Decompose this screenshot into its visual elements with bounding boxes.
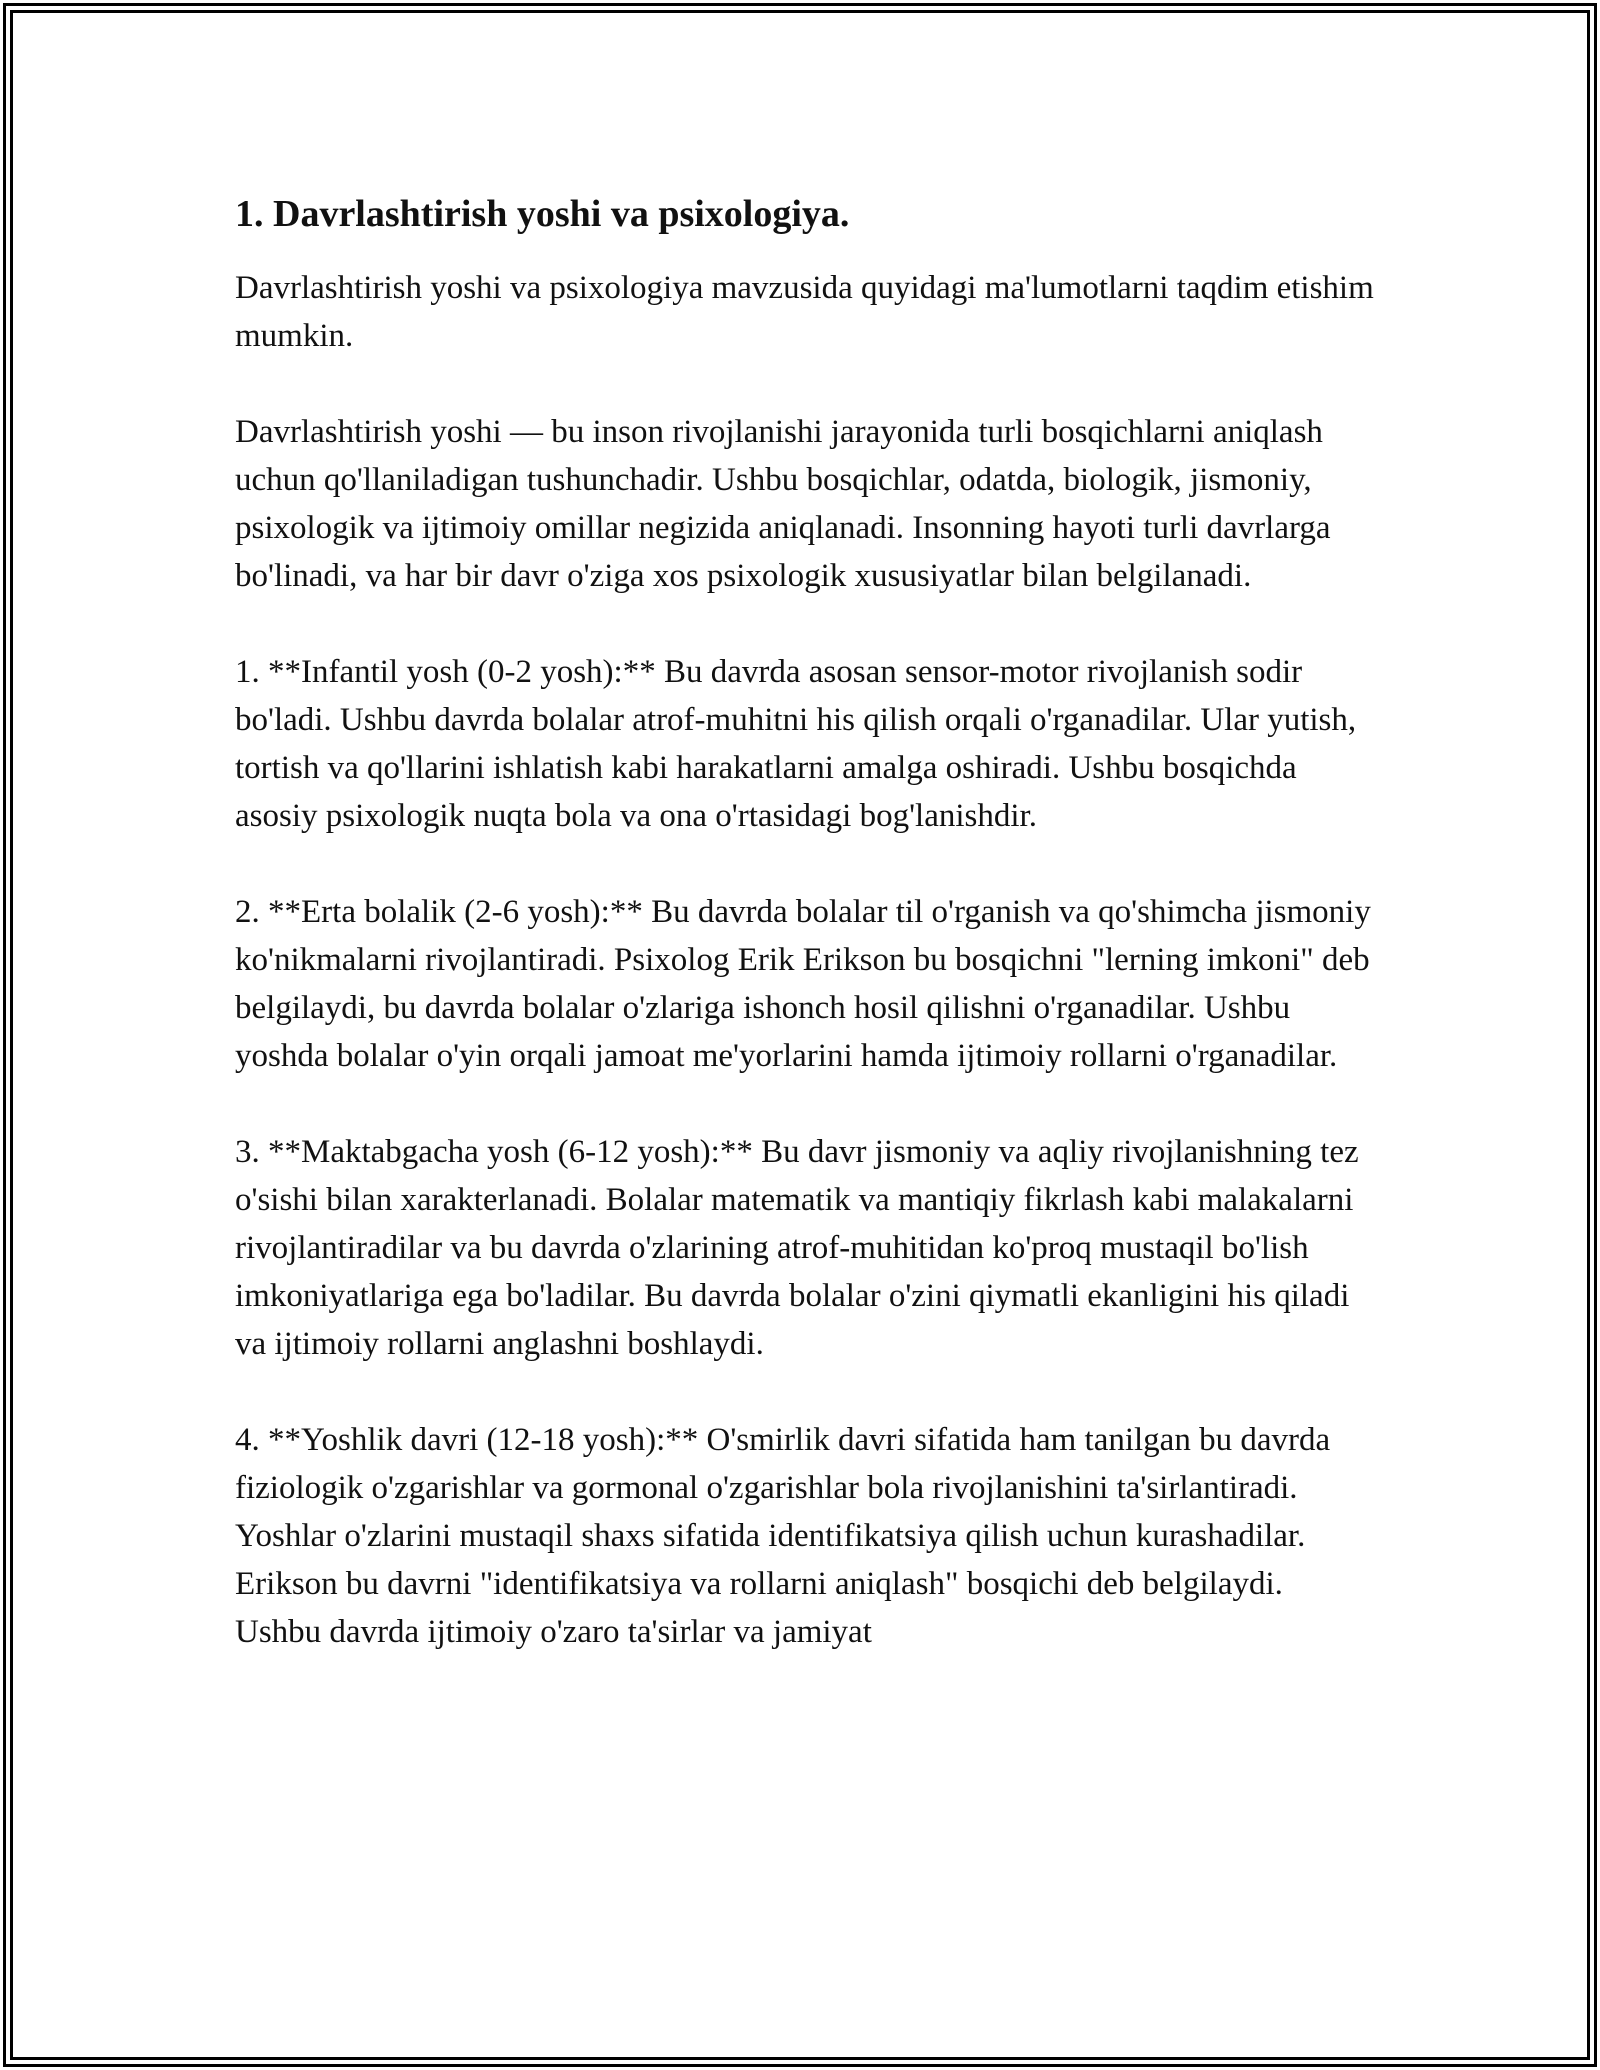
stage-youth-paragraph: 4. **Yoshlik davri (12-18 yosh):** O'smirlik davri sifatida ham tanilgan bu davrda fiziologik o'zgarishlar va gormonal o'zgarishlar bola rivojlanishini ta'sirlantiradi. Yoshlar o'zlarini mustaqil shaxs sifatida identifikatsiya qilish uchun kurashadilar. Erikson bu davrni "identifikatsiya va rollarni aniqlash" bosqichi deb belgilaydi. Ushbu davrda ijtimoiy o'zaro ta'sirlar va jamiyat	[235, 1422, 1331, 1650]
definition-paragraph: Davrlashtirish yoshi — bu inson rivojlanishi jarayonida turli bosqichlarni aniqlash uchun qo'llaniladigan tushunchadir. Ushbu bosqichlar, odatda, biologik, jismoniy, psixologik va ijtimoiy omillar negizida aniqlanadi. Insonning hayoti turli davrlarga bo'linadi, va har bir davr o'ziga xos psixologik xususiyatlar bilan belgilanadi.	[235, 414, 1331, 594]
stage-early-childhood-paragraph: 2. **Erta bolalik (2-6 yosh):** Bu davrda bolalar til o'rganish va qo'shimcha jismoniy ko'nikmalarni rivojlantiradi. Psixolog Erik Erikson bu bosqichni "lerning imkoni" deb belgilaydi, bu davrda bolalar o'zlariga ishonch hosil qilishni o'rganadilar. Ushbu yoshda bolalar o'yin orqali jamoat me'yorlarini hamda ijtimoiy rollarni o'rganadilar.	[235, 894, 1371, 1074]
intro-paragraph: Davrlashtirish yoshi va psixologiya mavzusida quyidagi ma'lumotlarni taqdim etishim mumkin.	[235, 270, 1374, 354]
stage-infant-paragraph: 1. **Infantil yosh (0-2 yosh):** Bu davrda asosan sensor-motor rivojlanish sodir bo'ladi. Ushbu davrda bolalar atrof-muhitni his qilish orqali o'rganadilar. Ular yutish, tortish va qo'llarini ishlatish kabi harakatlarni amalga oshiradi. Ushbu bosqichda asosiy psixologik nuqta bola va ona o'rtasidagi bog'lanishdir.	[235, 654, 1357, 834]
document-title: 1. Davrlashtirish yoshi va psixologiya.	[235, 193, 850, 235]
document-body	[235, 186, 1375, 1704]
stage-school-age-paragraph: 3. **Maktabgacha yosh (6-12 yosh):** Bu davr jismoniy va aqliy rivojlanishning tez o'sishi bilan xarakterlanadi. Bolalar matematik va mantiqiy fikrlash kabi malakalarni rivojlantiradilar va bu davrda o'zlarining atrof-muhitidan ko'proq mustaqil bo'lish imkoniyatlariga ega bo'ladilar. Bu davrda bolalar o'zini qiymatli ekanligini his qiladi va ijtimoiy rollarni anglashni boshlaydi.	[235, 1134, 1359, 1362]
